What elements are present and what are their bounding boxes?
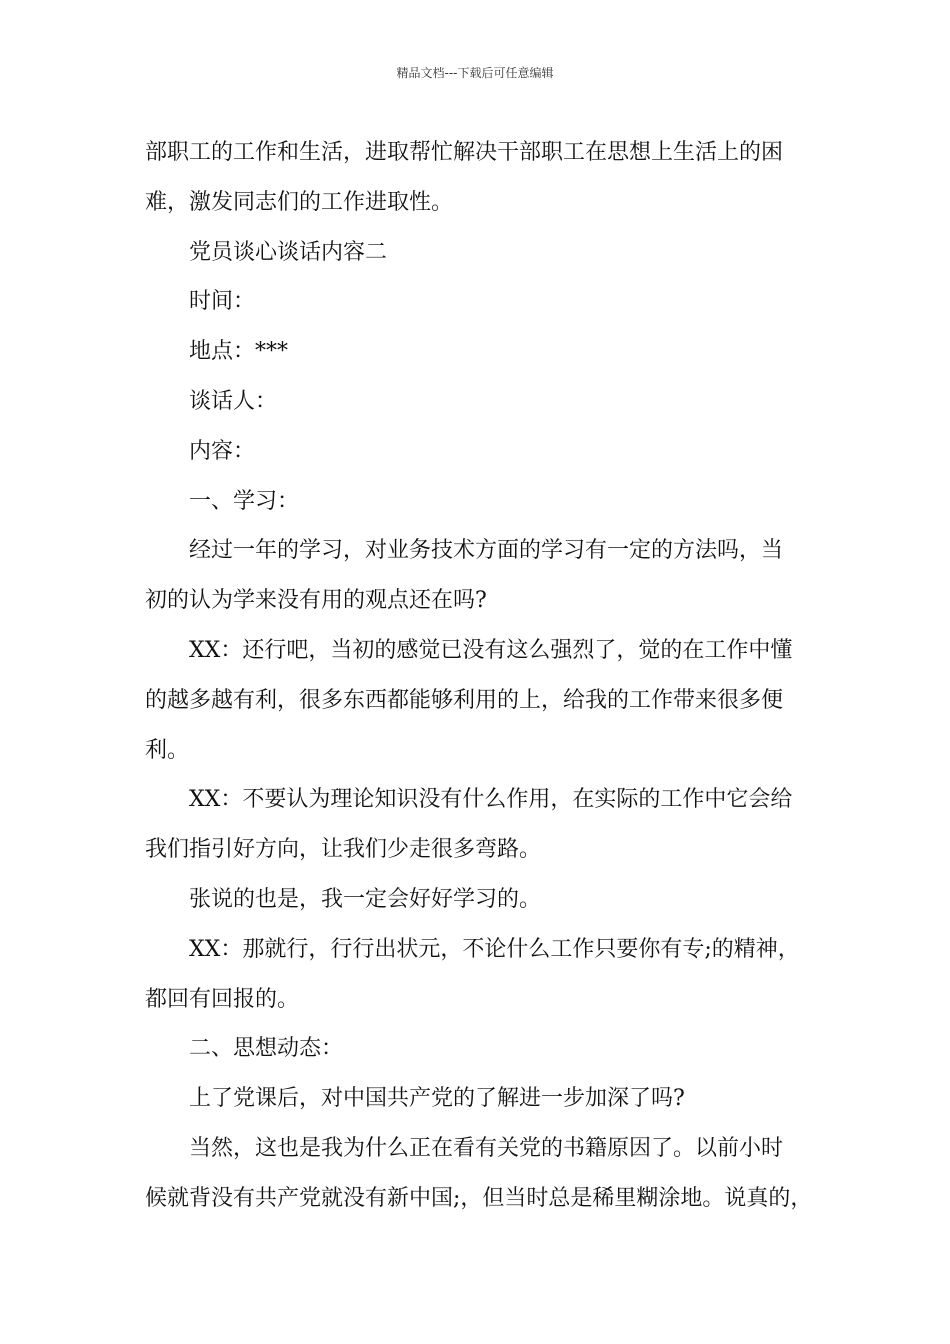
text-line: 二、思想动态：	[189, 1036, 344, 1062]
section-title	[145, 228, 810, 278]
text-line: 利。	[145, 737, 190, 763]
text-line: 一、学习：	[189, 488, 300, 514]
paragraph	[145, 875, 810, 925]
paragraph	[145, 626, 810, 775]
text-line: 都回有回报的。	[145, 986, 300, 1012]
paragraph	[145, 1074, 810, 1124]
text-line: 党员谈心谈话内容二	[189, 239, 388, 265]
text-line: 难，激发同志们的工作进取性。	[145, 189, 454, 215]
section-heading-study	[145, 477, 810, 527]
text-line: 上了党课后，对中国共产党的了解进一步加深了吗?	[189, 1086, 685, 1112]
text-line: 内容：	[189, 438, 256, 464]
paragraph	[145, 1124, 813, 1224]
text-line: 张说的也是，我一定会好好学习的。	[189, 886, 542, 912]
text-line: XX：还行吧，当初的感觉已没有这么强烈了，觉的在工作中懂	[189, 637, 793, 663]
paragraph	[145, 526, 810, 626]
text-line: 的越多越有利，很多东西都能够利用的上，给我的工作带来很多便	[145, 687, 784, 713]
paragraph	[145, 128, 810, 228]
text-line: 谈话人：	[189, 388, 278, 414]
field-time	[145, 277, 810, 327]
field-content	[145, 427, 810, 477]
paragraph	[145, 925, 810, 1025]
text-line: 地点：***	[189, 339, 289, 365]
text-line: 经过一年的学习，对业务技术方面的学习有一定的方法吗，当	[189, 538, 784, 564]
field-location	[145, 327, 810, 377]
text-line: 部职工的工作和生活，进取帮忙解决干部职工在思想上生活上的困	[145, 140, 784, 165]
text-line: 时间：	[189, 289, 256, 315]
text-line: 候就背没有共产党就没有新中国;，但当时总是稀里糊涂地。说真的，	[145, 1185, 813, 1211]
paragraph	[145, 775, 810, 875]
text-line: XX：不要认为理论知识没有什么作用，在实际的工作中它会给	[189, 787, 793, 813]
text-line: 初的认为学来没有用的观点还在吗?	[145, 588, 487, 614]
page-header: 精品文档---下载后可任意编辑	[396, 66, 554, 80]
text-line: XX：那就行，行行出状元，不论什么工作只要你有专;的精神，	[189, 936, 800, 962]
document-body	[145, 128, 813, 1224]
field-speaker	[145, 377, 810, 427]
text-line: 我们指引好方向，让我们少走很多弯路。	[145, 837, 542, 863]
text-line: 当然，这也是我为什么正在看有关党的书籍原因了。以前小时	[189, 1135, 784, 1161]
section-heading-thoughts	[145, 1024, 810, 1074]
